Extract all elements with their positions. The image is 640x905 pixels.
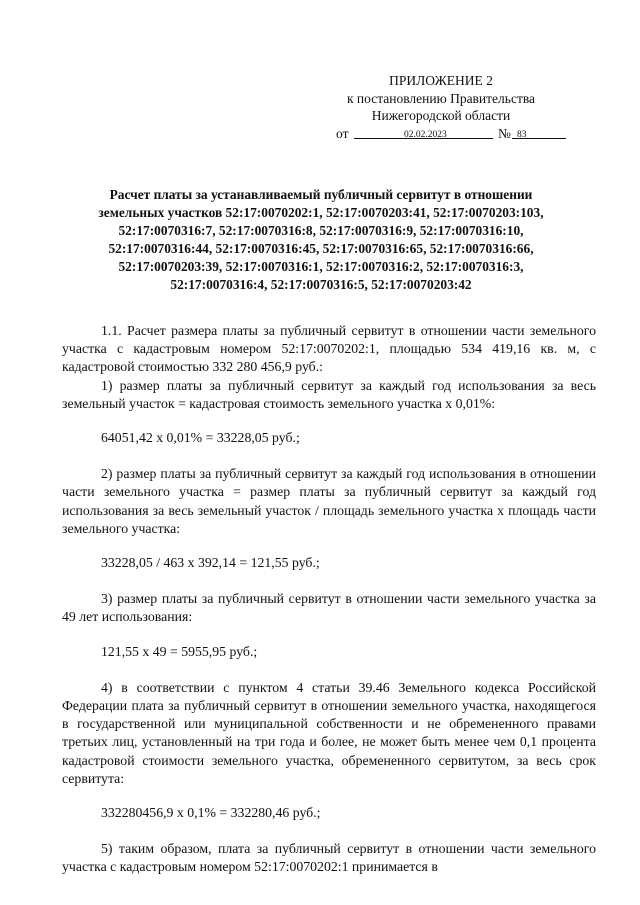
formula-2: 33228,05 / 463 х 392,14 = 121,55 руб.; xyxy=(101,555,320,571)
formula-1: 64051,42 х 0,01% = 33228,05 руб.; xyxy=(101,430,300,446)
paragraph-item-5: 5) таким образом, плата за публичный сервитут в отношении части земельного участка с кадастровым номером 52:17:0070202:1 принимается в xyxy=(62,841,596,875)
formula-4: 332280456,9 х 0,1% = 332280,46 руб.; xyxy=(101,805,321,821)
appendix-date-line xyxy=(326,125,556,142)
appendix-decree-line: к постановлению Правительства xyxy=(346,90,536,106)
appendix-region-line: Нижегородской области xyxy=(371,108,511,123)
title-line: 52:17:0070316:44, 52:17:0070316:45, 52:17:0070316:65, 52:17:0070316:66, xyxy=(108,241,534,256)
date-prefix: от xyxy=(336,125,349,141)
paragraph-item-2: 2) размер платы за публичный сервитут за каждый год использования в отношении части земельного участка = размер платы за публичный сервитут за каждый год использования за весь земельный участок / площадь земельного участка х площадь части земельного участка: xyxy=(62,466,596,536)
formula-3: 121,55 х 49 = 5955,95 руб.; xyxy=(101,643,258,659)
paragraph-1-1: 1.1. Расчет размера платы за публичный сервитут в отношении части земельного участка с кадастровым номером 52:17:0070202:1, площадью 534 419,16 кв. м, с кадастровой стоимостью 332 280 456,9 руб.: xyxy=(62,323,596,375)
paragraph-item-3: 3) размер платы за публичный сервитут в отношении части земельного участка за 49 лет использования: xyxy=(62,591,596,625)
paragraph-item-4: 4) в соответствии с пунктом 4 статьи 39.46 Земельного кодекса Российской Федерации плата за публичный сервитут в отношении земельного участка, находящегося в государственной или муниципальной собственности и не обремененного правами третьих лиц, установленный на три года и более, не может быть менее чем 0,1 процента кадастровой стоимости земельного участка, обремененного сервитутом, за весь срок сервитута: xyxy=(62,679,596,786)
title-line: 52:17:0070316:4, 52:17:0070316:5, 52:17:0070203:42 xyxy=(170,277,472,292)
document-title xyxy=(62,186,580,294)
title-line: земельных участков 52:17:0070202:1, 52:17:0070203:41, 52:17:0070203:103, xyxy=(98,205,544,220)
title-line: Расчет платы за устанавливаемый публичный сервитут в отношении xyxy=(109,187,533,202)
title-line: 52:17:0070316:7, 52:17:0070316:8, 52:17:0070316:9, 52:17:0070316:10, xyxy=(118,223,524,238)
title-line: 52:17:0070203:39, 52:17:0070316:1, 52:17:0070316:2, 52:17:0070316:3, xyxy=(118,259,524,274)
appendix-number: ПРИЛОЖЕНИЕ 2 xyxy=(389,73,493,88)
number-prefix: № xyxy=(498,125,511,141)
paragraph-item-1: 1) размер платы за публичный сервитут за каждый год использования за весь земельный участок = кадастровая стоимость земельного участка х 0,01%: xyxy=(62,377,596,411)
document-body xyxy=(62,322,596,877)
decree-number: 83 xyxy=(517,129,527,140)
appendix-header xyxy=(326,72,556,142)
decree-date: 02.02.2023 xyxy=(404,129,447,140)
